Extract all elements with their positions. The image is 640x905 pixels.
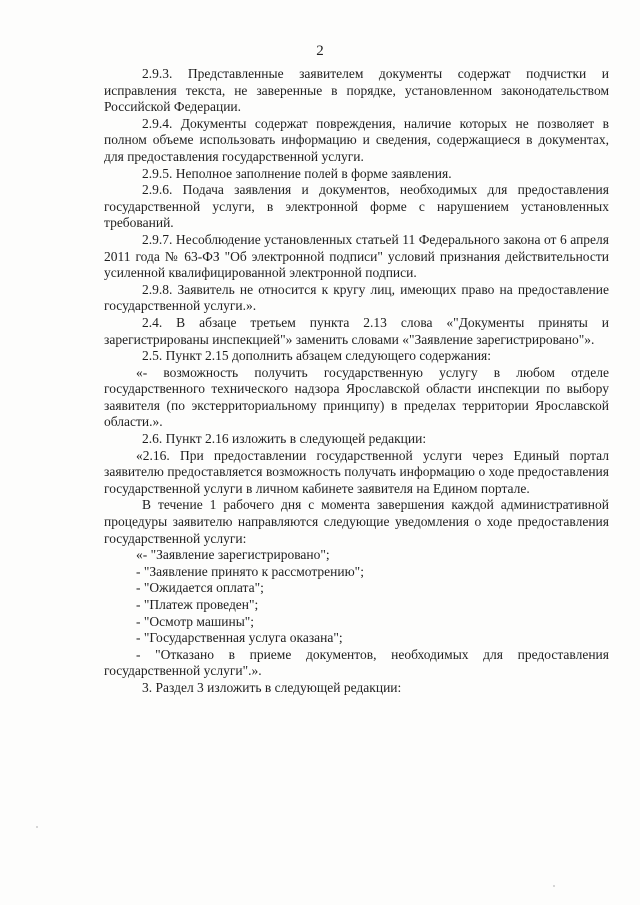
paragraph-section-3: 3. Раздел 3 изложить в следующей редакции:: [142, 679, 402, 695]
paragraph-2-9-5: 2.9.5. Неполное заполнение полей в форме заявления.: [142, 165, 452, 181]
paragraph-2-9-8: 2.9.8. Заявитель не относится к кругу лиц, имеющих право на предоставление государственной услуги.».: [104, 281, 609, 314]
notification-item: «- "Заявление зарегистрировано";: [136, 547, 330, 563]
notification-item: - "Осмотр машины";: [136, 613, 255, 629]
notification-item: - "Платеж проведен";: [136, 597, 259, 612]
notification-item: - "Государственная услуга оказана";: [136, 630, 343, 646]
paragraph-2-9-4: 2.9.4. Документы содержат повреждения, наличие которых не позволяет в полном объеме использовать информацию и сведения, содержащиеся в документах, для предоставления государственной услуги.: [104, 115, 609, 164]
notification-item: - "Ожидается оплата";: [136, 580, 264, 596]
paragraph-2-16: «2.16. При предоставлении государственной услуги через Единый портал заявителю предоставляется возможность получать информацию о ходе предоставления государственной услуги в личном кабинете заявителя на Едином портале.: [104, 447, 609, 496]
paragraph-2-9-6: 2.9.6. Подача заявления и документов, необходимых для предоставления государственной услуги, в электронной форме с нарушением установленных требований.: [104, 182, 609, 231]
page-number: 2: [316, 43, 324, 59]
notification-item: - "Заявление принято к рассмотрению";: [136, 563, 364, 579]
paragraph-2-15-addition: «- возможность получить государственную услугу в любом отделе государственного технического надзора Ярославской области инспекции по выбору заявителя (по экстерриториальному принципу) в пределах территории Ярославской области.».: [104, 364, 609, 430]
document-body: [104, 66, 609, 697]
scan-speck: [553, 885, 555, 887]
paragraph-notification-intro: В течение 1 рабочего дня с момента завершения каждой административной процедуры заявителю направляются следующие уведомления о ходе предоставления государственной услуги:: [104, 497, 609, 546]
notification-item: - "Отказано в приеме документов, необходимых для предоставления государственной услуги".».: [104, 646, 609, 679]
paragraph-2-6: 2.6. Пункт 2.16 изложить в следующей редакции:: [142, 431, 427, 447]
paragraph-2-9-3: 2.9.3. Представленные заявителем документы содержат подчистки и исправления текста, не заверенные в порядке, установленном законодательством Российской Федерации.: [104, 66, 609, 115]
paragraph-2-5: 2.5. Пункт 2.15 дополнить абзацем следующего содержания:: [142, 348, 492, 364]
scan-speck: [36, 826, 38, 828]
paragraph-2-9-7: 2.9.7. Несоблюдение установленных статьей 11 Федерального закона от 6 апреля 2011 года № 63-ФЗ "Об электронной подписи" условий признания действительности усиленной квалифицированной электронной подписи.: [104, 231, 609, 281]
paragraph-2-4: 2.4. В абзаце третьем пункта 2.13 слова «"Документы приняты и зарегистрированы инспекцией"» заменить словами «"Заявление зарегистрировано"».: [104, 314, 609, 347]
